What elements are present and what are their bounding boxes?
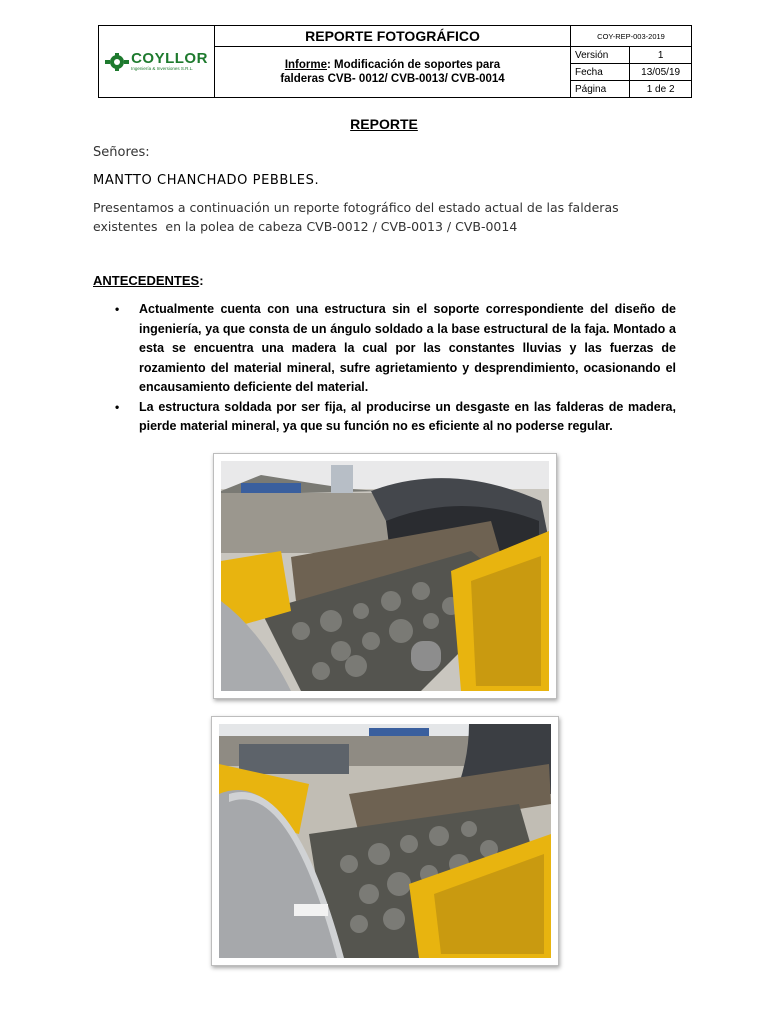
company-logo bbox=[99, 51, 214, 72]
document-title: REPORTE FOTOGRÁFICO bbox=[215, 26, 571, 47]
conveyor-photo-1 bbox=[213, 453, 557, 699]
antecedentes-label: ANTECEDENTES bbox=[93, 273, 200, 288]
intro-paragraph bbox=[93, 198, 653, 236]
intro-line-2: existentes en la polea de cabeza CVB-0012 / CVB-0013 / CVB-0014 bbox=[93, 219, 518, 234]
bullet-icon: • bbox=[115, 399, 120, 414]
recipient: MANTTO CHANCHADO PEBBLES. bbox=[93, 173, 320, 188]
logo-cell bbox=[99, 26, 215, 98]
pagina-value: 1 de 2 bbox=[630, 81, 692, 98]
antecedentes-colon: : bbox=[199, 273, 204, 288]
informe-text: : Modificación de soportes para bbox=[327, 59, 501, 71]
version-label: Versión bbox=[571, 47, 630, 64]
conveyor-photo-2-image bbox=[219, 724, 551, 958]
version-value: 1 bbox=[630, 47, 692, 64]
logo-name: COYLLOR bbox=[131, 50, 208, 67]
bullet-icon: • bbox=[115, 302, 120, 316]
list-item bbox=[110, 398, 676, 437]
antecedentes-list bbox=[110, 300, 676, 437]
conveyor-photo-2 bbox=[211, 716, 559, 966]
logo-subtitle: Ingeniería & Inversiones S.R.L. bbox=[131, 66, 194, 71]
gear-logo-icon bbox=[105, 53, 129, 71]
list-item-text: Actualmente cuenta con una estructura sin el soporte correspondiente del diseño de ingeniería, ya que consta de un ángulo soldado a la base estructural de la faja. Montado a esta se encuentra una madera la cual por las constantes lluvias y las fuerzas de rozamiento del material mineral, sufre agrietamiento y desprendimiento, ocasionando el encausamiento deficiente del material. bbox=[139, 302, 676, 394]
report-heading: REPORTE bbox=[350, 116, 418, 132]
greeting: Señores: bbox=[93, 145, 150, 160]
fecha-label: Fecha bbox=[571, 64, 630, 81]
informe-label: Informe bbox=[284, 59, 327, 71]
pagina-label: Página bbox=[571, 81, 630, 98]
conveyor-photo-1-image bbox=[221, 461, 549, 691]
document-code: COY-REP-003-2019 bbox=[571, 26, 692, 47]
fecha-value: 13/05/19 bbox=[630, 64, 692, 81]
informe-line2: falderas CVB- 0012/ CVB-0013/ CVB-0014 bbox=[280, 73, 505, 85]
list-item bbox=[110, 300, 676, 398]
list-item-text: La estructura soldada por ser fija, al producirse un desgaste en las falderas de madera, pierde material mineral, ya que su función no es eficiente al no poderse regular. bbox=[139, 399, 676, 433]
intro-line-1: Presentamos a continuación un reporte fotográfico del estado actual de las falderas bbox=[93, 200, 619, 215]
informe-cell bbox=[215, 47, 571, 98]
antecedentes-heading bbox=[93, 273, 204, 288]
document-header-table bbox=[98, 25, 692, 98]
